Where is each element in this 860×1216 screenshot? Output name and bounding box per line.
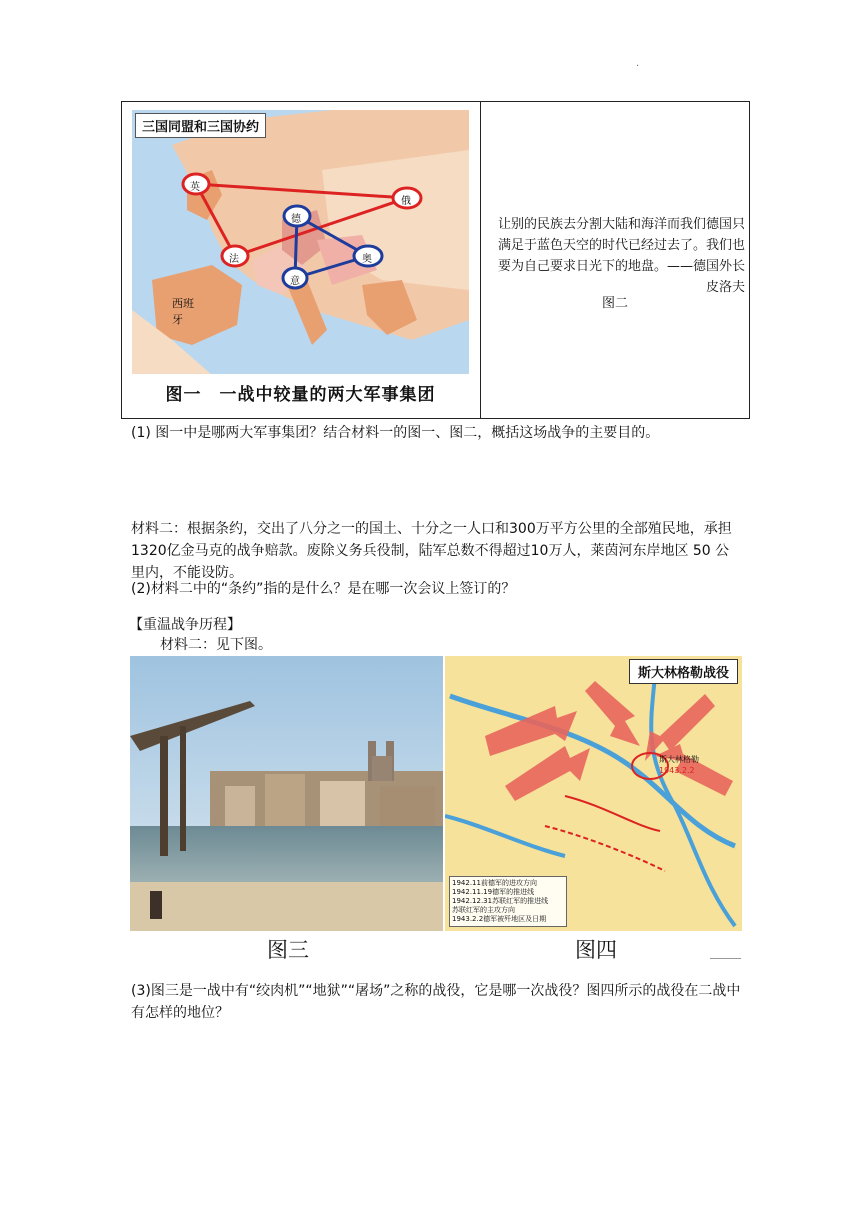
label-fa: 法 xyxy=(229,254,239,265)
figure3-caption: 图三 xyxy=(267,938,309,962)
map-title: 三国同盟和三国协约 xyxy=(135,113,266,138)
verdun-photo-svg xyxy=(130,656,443,931)
pillow-quote: 让别的民族去分割大陆和海洋而我们德国只满足于蓝色天空的时代已经过去了。我们也要为自己要求日光下的地盘。——德国外长皮洛夫 xyxy=(497,217,745,295)
label-e: 俄 xyxy=(401,196,411,207)
figure4-caption: 图四 xyxy=(575,938,617,962)
alliance-map xyxy=(132,110,469,410)
legend-item: 1943.2.2德军被歼地区及日期 xyxy=(452,915,547,923)
question-3: (3)图三是一战中有“绞肉机”“地狱”“屠场”之称的战役，它是哪一次战役？图四所示的战役在二战中有怎样的地位？ xyxy=(131,983,741,1021)
date-label: 1943.2.2 xyxy=(659,766,695,775)
material-3: 材料二：见下图。 xyxy=(160,637,272,653)
stalingrad-map xyxy=(445,656,742,931)
question-2: (2)材料二中的“条约”指的是什么？是在哪一次会议上签订的？ xyxy=(131,581,516,597)
legend-item: 1942.11.19德军的推进线 xyxy=(452,888,535,896)
europe-map-svg xyxy=(132,110,469,410)
map-banner: 斯大林格勒战役 xyxy=(629,659,738,684)
map-legend xyxy=(449,876,567,927)
city-label: 斯大林格勒 xyxy=(659,755,699,764)
question-1: (1) 图一中是哪两大军事集团？结合材料一的图一、图二，概括这场战争的主要目的。 xyxy=(131,425,660,441)
verdun-photo xyxy=(130,656,443,931)
figure2-label: 图二 xyxy=(602,296,629,311)
table-divider xyxy=(480,102,481,418)
legend-item: 1942.12.31苏联红军的推进线 xyxy=(452,897,549,905)
label-de: 德 xyxy=(291,214,301,225)
label-yi: 意 xyxy=(290,276,300,287)
legend-item: 苏联红军的主攻方向 xyxy=(452,906,515,914)
page-mark: . xyxy=(636,58,640,69)
label-ao: 奥 xyxy=(362,254,372,265)
label-spain: 西班牙 xyxy=(172,297,194,326)
label-ying: 英 xyxy=(190,182,200,193)
material-table xyxy=(121,101,750,419)
figure1-caption: 图一 一战中较量的两大军事集团 xyxy=(132,374,469,410)
legend-item: 1942.11前德军的进攻方向 xyxy=(452,879,537,887)
material-2: 材料二：根据条约，交出了八分之一的国土、十分之一人口和300万平方公里的全部殖民地，承担1320亿金马克的战争赔款。废除义务兵役制，陆军总数不得超过10万人，莱茵河东岸地区 50 公里内，不能设防。 xyxy=(131,521,732,581)
short-rule xyxy=(710,958,741,959)
section-heading: 【重温战争历程】 xyxy=(129,617,241,633)
